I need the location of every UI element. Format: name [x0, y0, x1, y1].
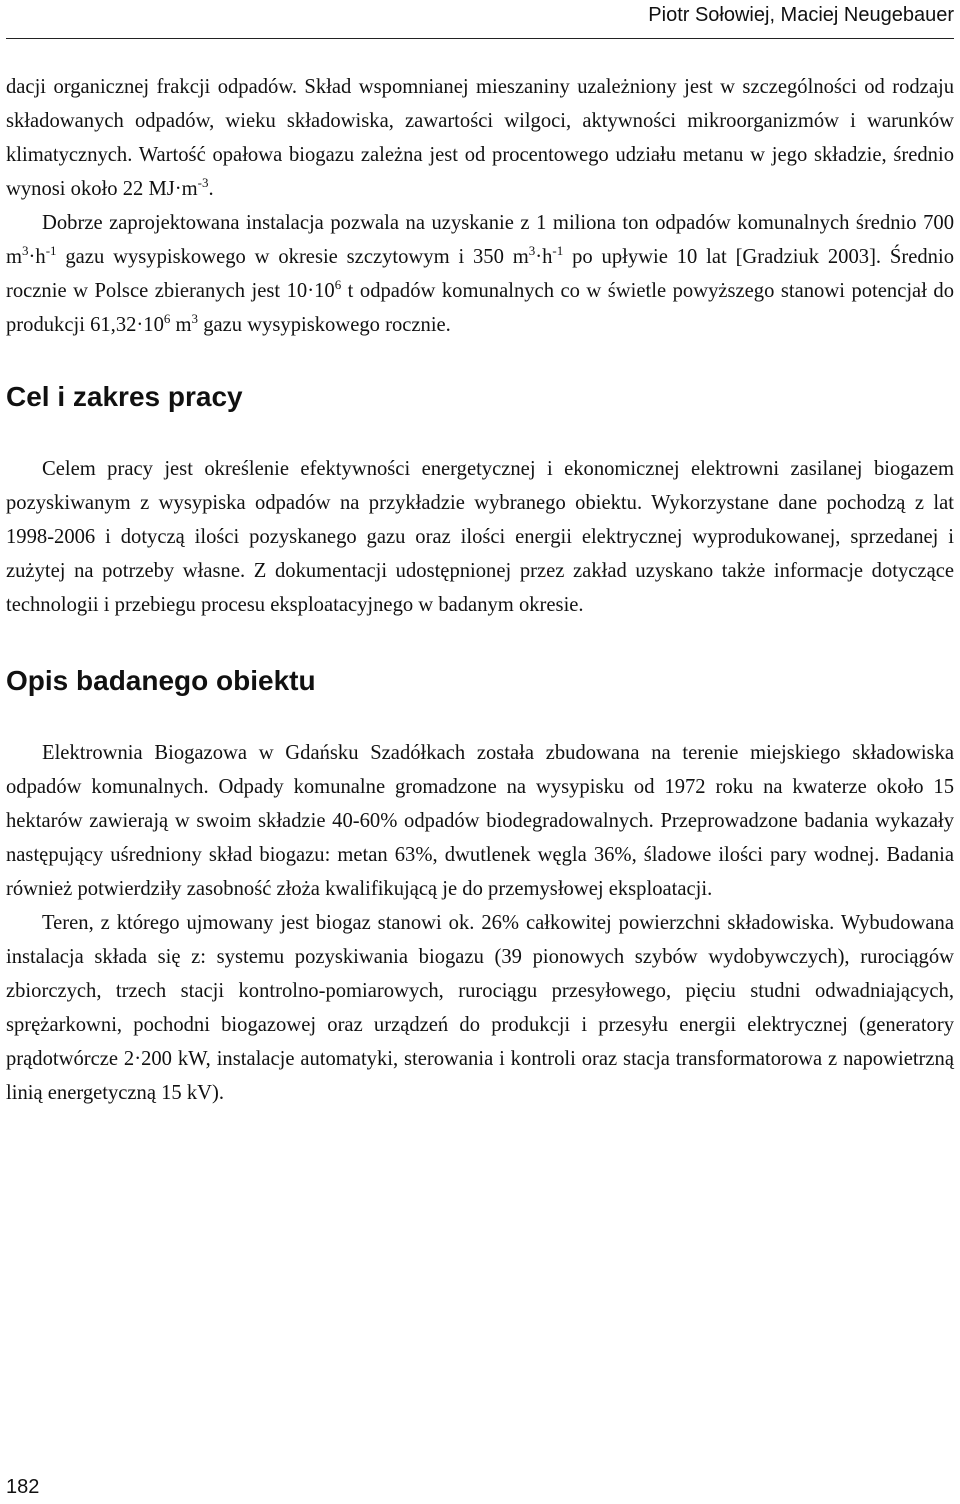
- page-number: 182: [6, 1476, 40, 1498]
- body-text: [6, 70, 954, 1110]
- running-header-authors: Piotr Sołowiej, Maciej Neugebauer: [648, 4, 954, 26]
- paragraph-opis-2: Teren, z którego ujmowany jest biogaz stanowi ok. 26% całkowitej powierzchni składowiska. Wybudowana instalacja składa się z: systemu pozyskiwania biogazu (39 pionowych szybów wydobywczych), rurociągów zbiorczych, trzech stacji kontrolno-pomiarowych, rurociągu przesyłowego, pięciu studni odwadniających, sprężarkowni, pochodni biogazowej oraz urządzeń do produkcji i przesyłu energii elektrycznej (generatory prądotwórcze 2·200 kW, instalacje automatyki, sterowania i kontroli oraz stacja transformatorowa z napowietrzną linią energetyczną 15 kV).: [6, 912, 954, 1104]
- paragraph-opis-1: Elektrownia Biogazowa w Gdańsku Szadółkach została zbudowana na terenie miejskiego składowiska odpadów komunalnych. Odpady komunalne gromadzone na wysypisku od 1972 roku na kwaterze około 15 hektarów zawierają w swoim składzie 40-60% odpadów biodegradowalnych. Przeprowadzone badania wykazały następujący uśredniony skład biogazu: metan 63%, dwutlenek węgla 36%, śladowe ilości pary wodnej. Badania również potwierdziły zasobność złoża kwalifikującą je do przemysłowej eksploatacji.: [6, 742, 954, 900]
- paragraph-intro-2: Dobrze zaprojektowana instalacja pozwala na uzyskanie z 1 miliona ton odpadów komunalnych średnio 700 $m^3\cdot h^{-1}$ gazu wysypiskowego w okresie szczytowym i 350 $m^3\cdot h^{-1}$ po upływie 10 lat [Gradziuk 2003]. Średnio rocznie w Polsce zbieranych jest $10\cdot 10^6$ t odpadów komunalnych co w świetle powyższego stanowi potencjał do produkcji $61,32\cdot 10^6$ $m^3$ gazu wysypiskowego rocznie.: [6, 212, 955, 336]
- section-heading-opis: Opis badanego obiektu: [6, 665, 316, 696]
- paragraph-cel-1: Celem pracy jest określenie efektywności energetycznej i ekonomicznej elektrowni zasilanej biogazem pozyskiwanym z wysypiska odpadów na przykładzie wybranego obiektu. Wykorzystane dane pochodzą z lat 1998-2006 i dotyczą ilości pozyskanego gazu oraz ilości energii elektrycznej wyprodukowanej, sprzedanej i zużytej na potrzeby własne. Z dokumentacji udostępnionej przez zakład uzyskano także informacje dotyczące technologii i przebiegu procesu eksploatacyjnego w badanym okresie.: [6, 458, 954, 616]
- header-rule: [6, 38, 954, 39]
- section-heading-cel: Cel i zakres pracy: [6, 381, 243, 412]
- paragraph-intro-1: dacji organicznej frakcji odpadów. Skład wspomnianej mieszaniny uzależniony jest w szczególności od rodzaju składowanych odpadów, wieku składowiska, zawartości wilgoci, aktywności mikroorganizmów i warunków klimatycznych. Wartość opałowa biogazu zależna jest od procentowego udziału metanu w jego składzie, średnio wynosi około 22 $MJ\cdot m^{-3}$.: [6, 76, 954, 200]
